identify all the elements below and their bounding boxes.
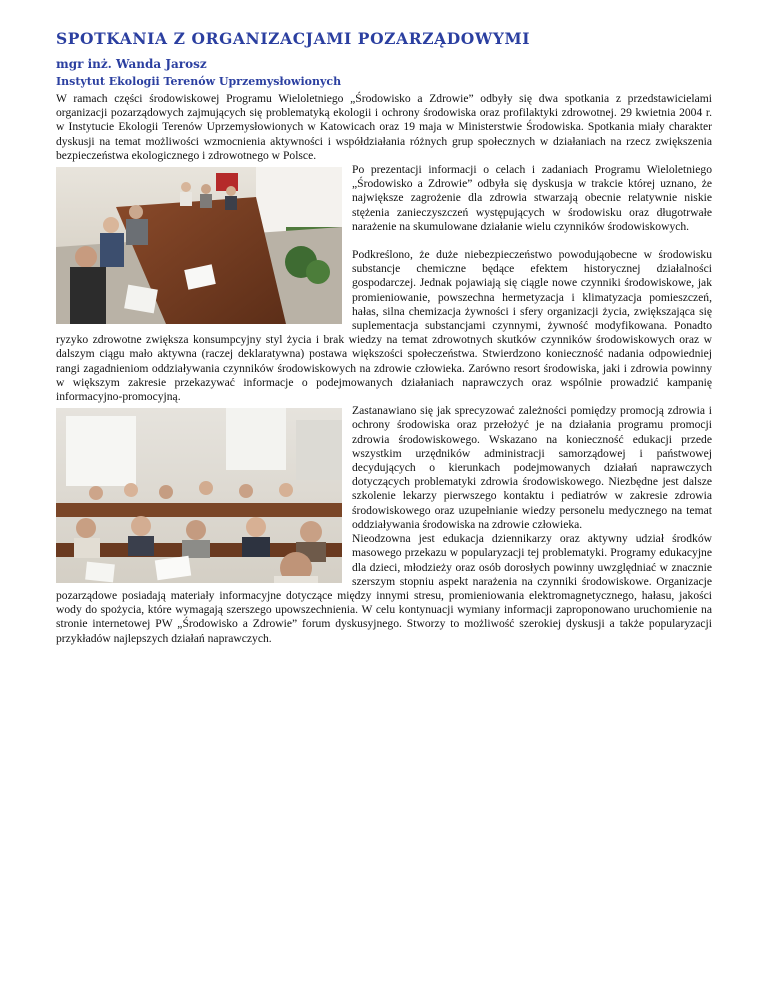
meeting-photo-conference-table bbox=[56, 167, 342, 324]
paragraph-3: Zastanawiano się jak sprecyzować zależności pomiędzy promocją zdrowia i ochrony środowiska oraz przełożyć je na działania programu promocji zdrowia środowiskowego. Wskazano na konieczność edukacji przede wszystkim urzędników administracji samorządowej i państwowej decydujących o kierunkach podejmowanych działań naprawczych dotyczących problematyki zdrowia środowiskowego. Niezbędne jest dalsze szkolenie lekarzy pierwszego kontaktu i pediatrów w zakresie zdrowia środowiskowego oraz uzupełnianie wiedzy personelu medycznego na temat oddziaływania środowiska na zdrowie człowieka. bbox=[352, 404, 712, 531]
intro-paragraph: W ramach części środowiskowej Programu Wieloletniego „Środowisko a Zdrowie” odbyły się dwa spotkania z przedstawicielami organizacji pozarządowych zajmujących się problematyką ekologii i ochrony środowiska oraz profilaktyki zdrowotnej. 29 kwietnia 2004 r. w Instytucie Ekologii Terenów Uprzemysłowionych w Katowicach oraz 19 maja w Ministerstwie Środowiska. Spotkania miały charakter dyskusji na temat możliwości wzmocnienia aktywności i współdziałania różnych grup społecznych w działaniach na rzecz zwiększenia bezpieczeństwa ekologicznego i zdrowotnego w Polsce. bbox=[56, 92, 712, 162]
paragraph-4: Nieodzowna jest edukacja dziennikarzy oraz aktywny udział środków masowego przekazu w popularyzacji tej problematyki. Programy edukacyjne dla dzieci, młodzieży oraz osób dorosłych powinny uwzględniać w znacznie szerszym stopniu aspekt narażenia na czynniki środowiskowe. Organizacje pozarządowe posiadają materiały informacyjne dotyczące między innymi stresu, promieniowania elektromagnetycznego, hałasu, jakości wody do spożycia, które wymagają szerszego upowszechnienia. W celu kontynuacji wymiany informacji zaproponowano uruchomienie na stronie internetowej PW „Środowisko a Zdrowie” forum dyskusyjnego. Stworzy to możliwość szerokiej dyskusji a także popularyzacji przykładów najlepszych działań naprawczych. bbox=[56, 532, 712, 645]
document-page bbox=[56, 30, 712, 646]
institute-name: Instytut Ekologii Terenów Uprzemysłowionych bbox=[56, 75, 342, 88]
page-title: SPOTKANIA Z ORGANIZACJAMI POZARZĄDOWYMI bbox=[56, 29, 531, 48]
paragraph-2: Podkreślono, że duże niebezpieczeństwo powodująobecne w środowisku substancje chemiczne będące efektem historycznej działalności gospodarczej. Jednak pojawiają się ciągle nowe czynniki środowiskowe, jak promieniowanie, powszechna hermetyzacja i klimatyzacja pomieszczeń, hałas, silna chemizacja żywności i sfery organizacji życia, zwiększająca się suplementacja substancjami czynnymi, żywność modyfikowana. Ponadto ryzyko zdrowotne zwiększa konsumpcyjny styl życia i brak wiedzy na temat zdrowotnych skutków czynników środowiskowych oraz w dalszym ciągu mało aktywna (raczej deklaratywna) postawa większości społeczeństwa. Stwierdzono konieczność nadania odpowiedniej rangi zagadnieniom oddziaływania czynników środowiskowych na zdrowie człowieka. Zarówno resort środowiska, jaki i zdrowia powinny w większym zakresie przekazywać informacje o podejmowanych działaniach naprawczych oraz wspólnie prowadzić kampanię informacyjno-promocyjną. bbox=[56, 248, 712, 404]
meeting-photo-audience bbox=[56, 408, 342, 583]
paragraph-1: Po prezentacji informacji o celach i zadaniach Programu Wieloletniego „Środowisko a Zdrowie” odbyła się dyskusja w trakcie której uznano, że największe zagrożenie dla zdrowia stwarzają obecnie relatywnie niskie stężenia zanieczyszczeń występujących w środowisku oraz długotrwałe narażenie na skumulowane działanie wielu czynników środowiskowych. bbox=[352, 163, 712, 233]
author-name: mgr inż. Wanda Jarosz bbox=[56, 57, 207, 71]
